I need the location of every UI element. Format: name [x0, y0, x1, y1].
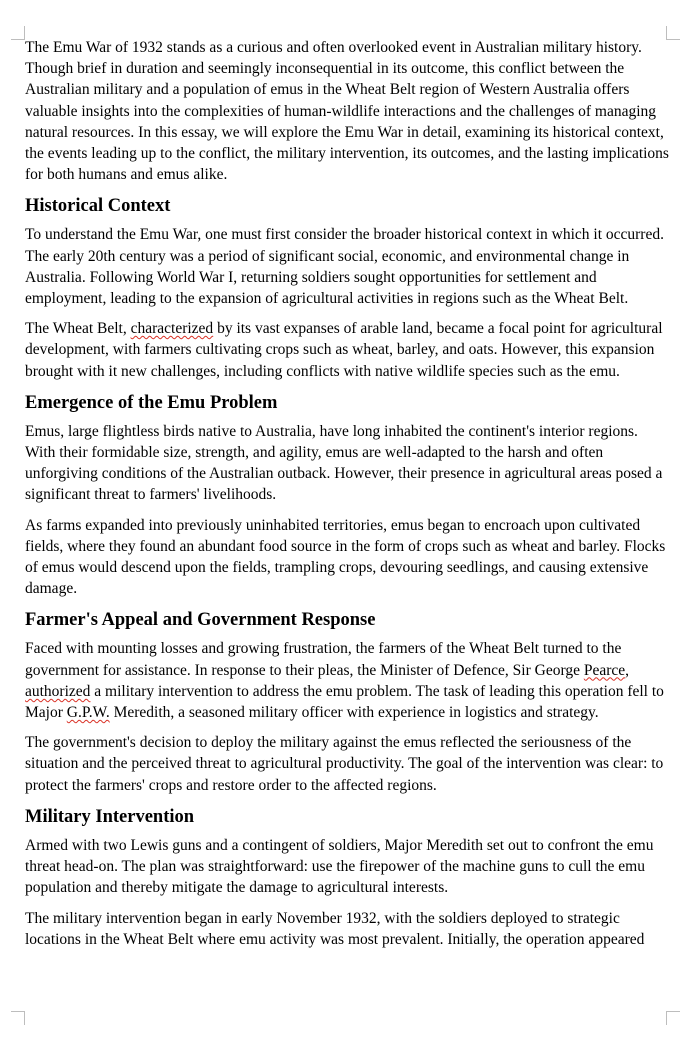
section-heading: Farmer's Appeal and Government Response — [25, 610, 376, 631]
paragraph: As farms expanded into previously uninhabited territories, emus began to encroach upon cultivated fields, where they found an abundant food source in the form of crops such as wheat and barley. Flocks of emus would descend upon the fields, trampling crops, devouring seedlings, and causing extensive damage. — [25, 516, 666, 598]
spellcheck-flagged-word[interactable]: authorized — [25, 682, 91, 700]
document-body[interactable] — [25, 37, 670, 990]
spellcheck-flagged-word[interactable]: characterized — [130, 320, 214, 338]
paragraph: Faced with mounting losses and growing frustration, the farmers of the Wheat Belt turned to the government for assistance. In response to their pleas, the Minister of Defence, Sir George Pearce, authorized a military intervention to address the emu problem. The task of leading this operation fell to Major G.P.W. Meredith, a seasoned military officer with experience in logistics and strategy. — [25, 640, 664, 722]
section-heading: Emergence of the Emu Problem — [25, 392, 278, 413]
paragraph: The Emu War of 1932 stands as a curious and often overlooked event in Australian military history. Though brief in duration and seemingly inconsequential in its outcome, this conflict between the Australian military and a population of emus in the Wheat Belt region of Western Australia offers valuable insights into the complexities of human-wildlife interactions and the challenges of managing natural resources. In this essay, we will explore the Emu War in detail, examining its historical context, the events leading up to the conflict, the military intervention, its outcomes, and the lasting implications for both humans and emus alike. — [25, 39, 669, 184]
section-heading: Military Intervention — [25, 806, 195, 827]
paragraph: The military intervention began in early November 1932, with the soldiers deployed to strategic locations in the Wheat Belt where emu activity was most prevalent. Initially, the operation appeared — [25, 909, 645, 948]
spellcheck-flagged-word[interactable]: Pearce — [583, 661, 626, 679]
section-heading: Historical Context — [25, 196, 171, 217]
margin-corner-top-left — [11, 26, 25, 40]
paragraph: Emus, large flightless birds native to Australia, have long inhabited the continent's interior regions. With their formidable size, strength, and agility, emus are well-adapted to the harsh and often unforgiving conditions of the Australian outback. However, their presence in agricultural areas posed a significant threat to farmers' livelihoods. — [25, 422, 663, 504]
paragraph: Armed with two Lewis guns and a contingent of soldiers, Major Meredith set out to confront the emu threat head-on. The plan was straightforward: use the firepower of the machine guns to cull the emu population and thereby mitigate the damage to agricultural interests. — [25, 836, 654, 897]
paragraph: The government's decision to deploy the military against the emus reflected the seriousness of the situation and the perceived threat to agricultural productivity. The goal of the intervention was clear: to protect the farmers' crops and restore order to the affected regions. — [25, 734, 664, 794]
spellcheck-flagged-word[interactable]: G.P.W. — [66, 704, 110, 722]
paragraph: The Wheat Belt, characterized by its vast expanses of arable land, became a focal point for agricultural development, with farmers cultivating crops such as wheat, barley, and oats. However, this expansion brought with it new challenges, including conflicts with native wildlife species such as the emu. — [25, 320, 663, 380]
margin-corner-bottom-right — [666, 1011, 680, 1025]
paragraph: To understand the Emu War, one must first consider the broader historical context in which it occurred. The early 20th century was a period of significant social, economic, and environmental change in Australia. Following World War I, returning soldiers sought opportunities for settlement and employment, leading to the expansion of agricultural activities in regions such as the Wheat Belt. — [25, 226, 664, 308]
margin-corner-bottom-left — [11, 1011, 25, 1025]
